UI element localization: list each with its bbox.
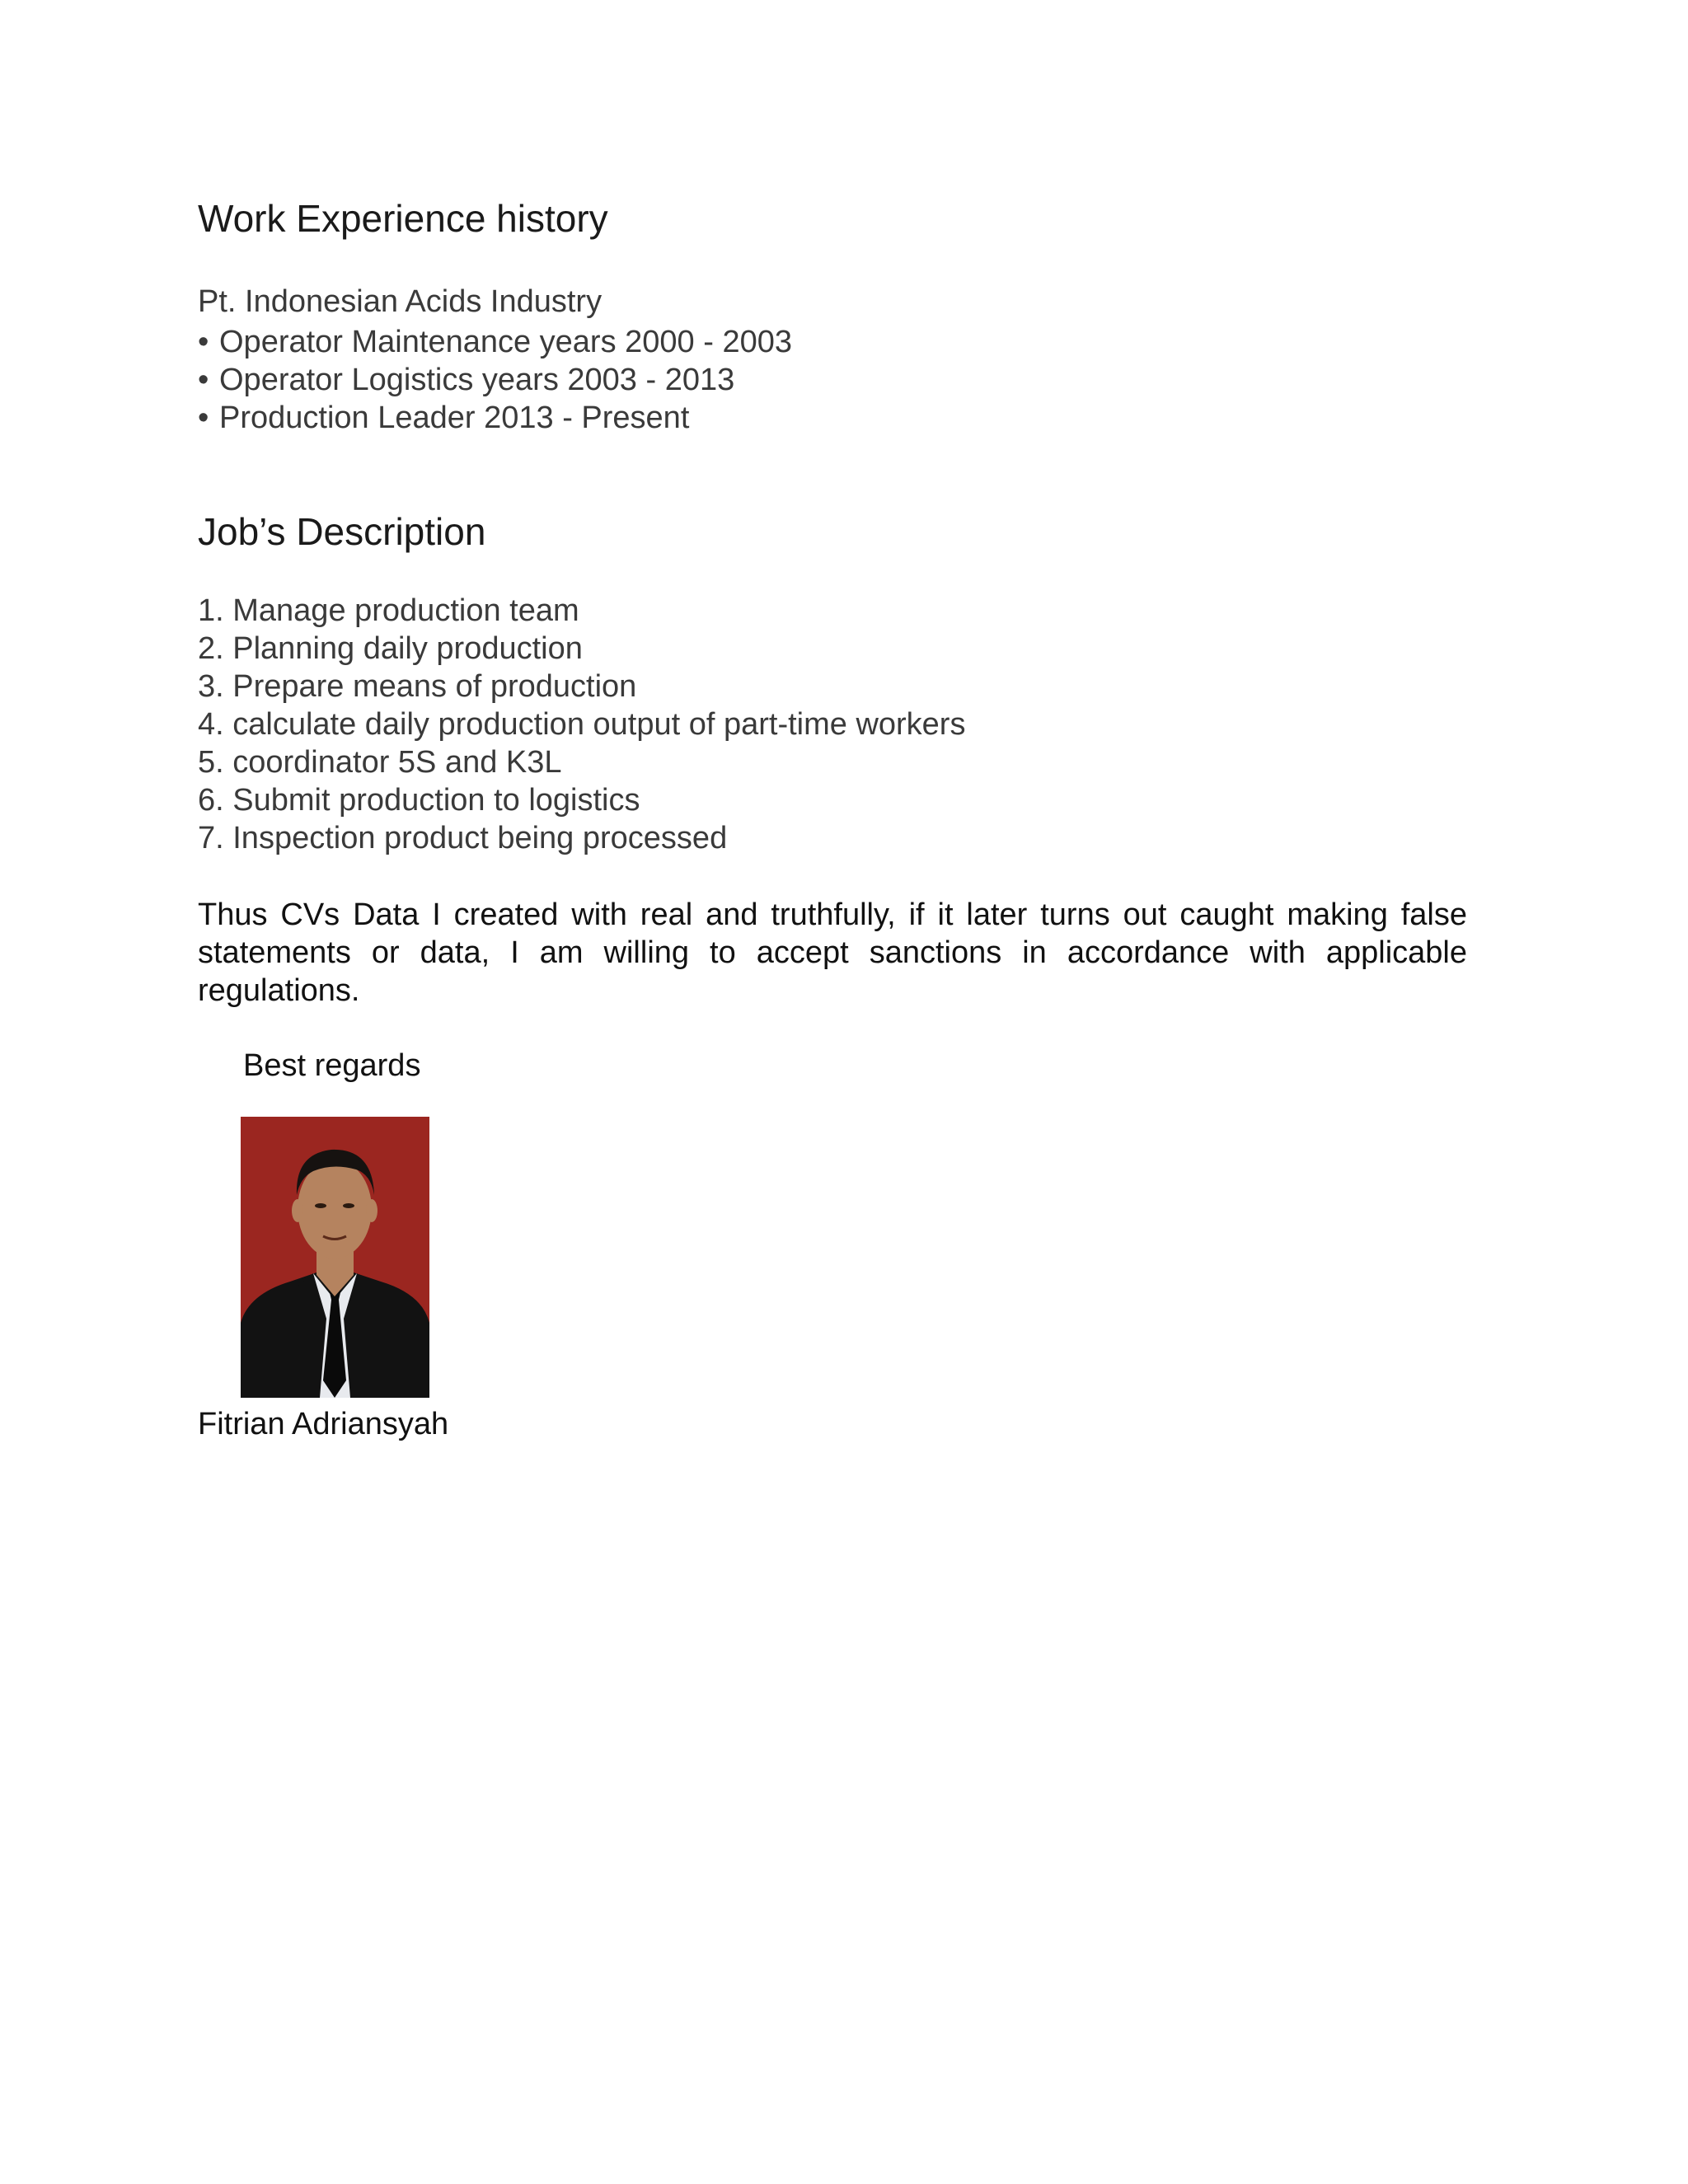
portrait-image (241, 1117, 429, 1398)
list-item: 7. Inspection product being processed (198, 821, 728, 855)
bullet-icon: • (198, 325, 209, 359)
work-experience-heading: Work Experience history (198, 197, 608, 240)
closing-regards: Best regards (243, 1048, 421, 1083)
list-item: 3. Prepare means of production (198, 669, 637, 704)
list-item: 4. calculate daily production output of part-time workers (198, 707, 966, 742)
signer-name: Fitrian Adriansyah (198, 1407, 449, 1441)
list-item: 1. Manage production team (198, 593, 579, 628)
job-description-heading: Job’s Description (198, 510, 486, 553)
job-duty-list (198, 592, 965, 857)
bullet-icon: • (198, 401, 209, 435)
company-name: Pt. Indonesian Acids Industry (198, 284, 603, 319)
position-text: Production Leader 2013 - Present (219, 401, 690, 435)
list-item: 2. Planning daily production (198, 631, 583, 666)
profile-photo (241, 1117, 429, 1398)
position-list (198, 323, 792, 437)
list-item (198, 323, 792, 361)
list-item: 5. coordinator 5S and K3L (198, 745, 562, 780)
list-item (198, 399, 792, 437)
list-item (198, 361, 792, 399)
position-text: Operator Maintenance years 2000 - 2003 (219, 325, 792, 359)
truthfulness-statement: Thus CVs Data I created with real and truthfully, if it later turns out caught making false statements or data, I am willing to accept sanctions in accordance with applicable regulations. (198, 898, 1467, 1008)
bullet-icon: • (198, 363, 209, 397)
list-item: 6. Submit production to logistics (198, 783, 640, 818)
position-text: Operator Logistics years 2003 - 2013 (219, 363, 735, 397)
